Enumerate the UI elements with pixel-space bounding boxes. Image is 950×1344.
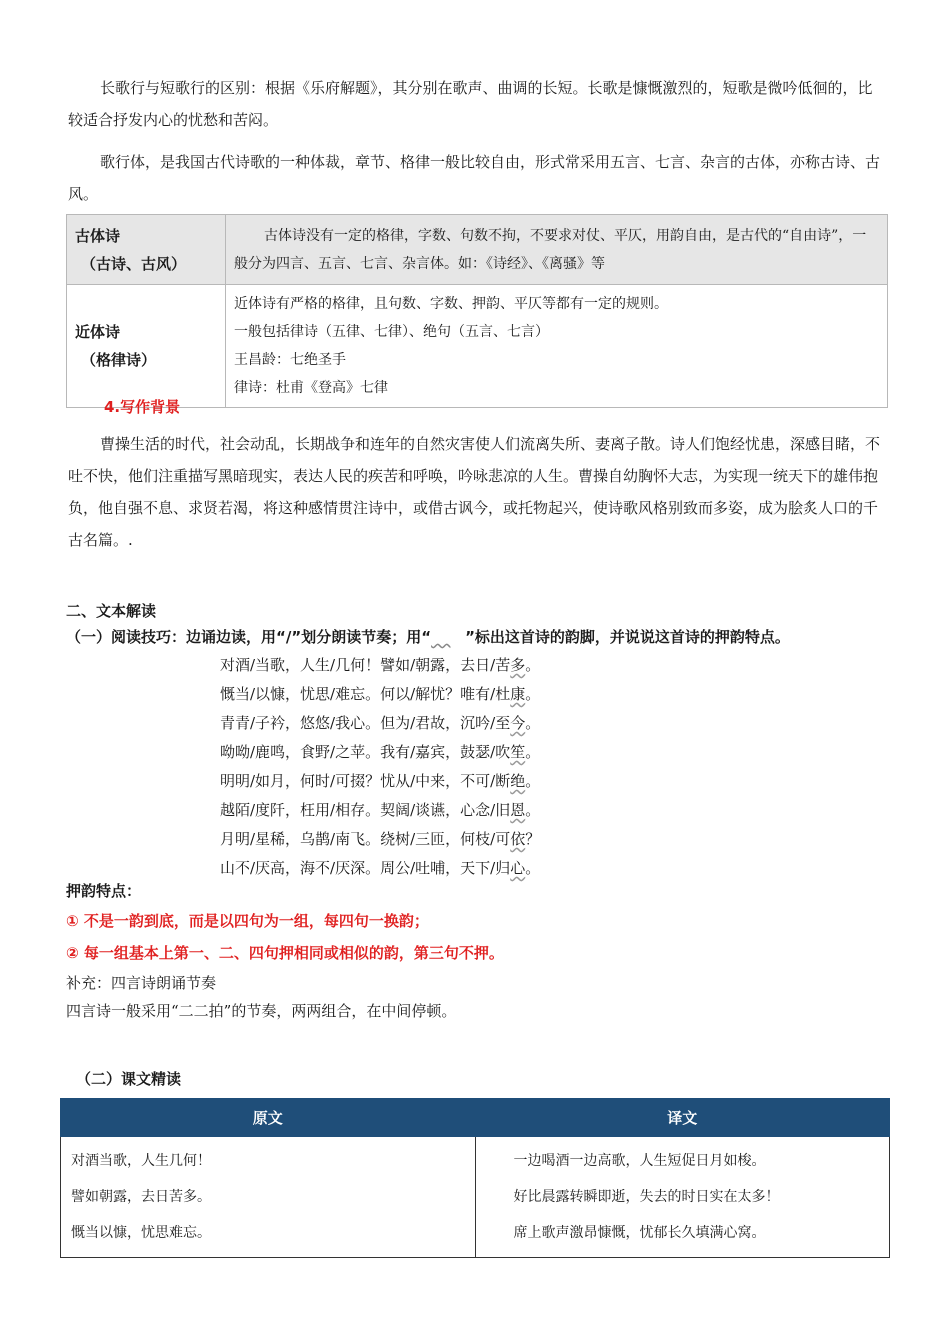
rhyme-point-1: ① 不是一韵到底，而是以四句为一组，每四句一换韵； — [66, 912, 429, 930]
type-label: 古体诗 — [75, 226, 121, 245]
poem-line: 青青/子衿，悠悠/我心。但为/君故，沉吟/至今。 — [220, 714, 541, 732]
table-header-row — [61, 1099, 890, 1137]
background-heading: 4.写作背景 — [104, 398, 181, 416]
wavy-mark-sample — [431, 628, 465, 646]
type-label: 近体诗 — [75, 323, 121, 341]
background-paragraph: 曹操生活的时代，社会动乱，长期战争和连年的自然灾害使人们流离失所、妻离子散。诗人们饱经忧患，深感目睹，不吐不快，他们注重描写黑暗现实，表达人民的疾苦和呼唤，吟咏悲凉的人生。曹操自幼胸怀大志，为实现一统天下的雄伟抱负，他自强不息、求贤若渴，将这种感情贯注诗中，或借古讽今，或托物起兴，使诗歌风格别致而多姿，成为脍炙人口的千古名篇。. — [68, 435, 881, 549]
poem-line: 慨当/以慷，忧思/难忘。何以/解忧？唯有/杜康。 — [220, 685, 541, 703]
description-line: 律诗：杜甫《登高》七律 — [234, 380, 388, 396]
translation-line: 席上歌声激昂慷慨，忧郁长久填满心窝。 — [513, 1225, 766, 1241]
translation-text-cell — [475, 1137, 890, 1258]
intro-paragraph-2: 歌行体，是我国古代诗歌的一种体裁，章节、格律一般比较自由，形式常采用五言、七言、杂言的古体，亦称古诗、古风。 — [68, 153, 881, 203]
rhyme-word: 依 — [510, 830, 526, 848]
table-row — [67, 285, 888, 408]
poem-types-table — [66, 214, 888, 408]
poem-line: 明明/如月，何时/可掇？忧从/中来，不可/断绝。 — [220, 772, 541, 790]
translation-line: 一边喝酒一边高歌，人生短促日月如梭。 — [513, 1153, 766, 1169]
intro-paragraph-1: 长歌行与短歌行的区别：根据《乐府解题》，其分别在歌声、曲调的长短。长歌是慷慨激烈的，短歌是微吟低徊的，比较适合抒发内心的忧愁和苦闷。 — [68, 79, 873, 129]
rhyme-word: 多 — [510, 656, 526, 674]
poem-type-description — [226, 285, 888, 408]
close-reading-table — [60, 1098, 890, 1258]
description-line: 古体诗没有一定的格律，字数、句数不拘，不要求对仗、平仄，用韵自由，是古代的“自由诗”，一般分为四言、五言、七言、杂言体。如：《诗经》、《离骚》等 — [234, 227, 867, 272]
rhyme-word: 心 — [510, 859, 526, 877]
rhyme-word: 今 — [510, 714, 526, 732]
tip-text: ”标出这首诗的韵脚，并说说这首诗的押韵特点。 — [465, 628, 790, 646]
original-line: 慨当以慷，忧思难忘。 — [71, 1225, 211, 1241]
original-line: 对酒当歌，人生几何！ — [71, 1153, 211, 1169]
section-heading: 二、文本解读 — [66, 602, 157, 620]
rhyme-word: 恩 — [510, 801, 526, 819]
poem-text — [220, 651, 540, 883]
table-row — [61, 1137, 890, 1258]
type-alias: （格律诗） — [81, 351, 157, 369]
poem-line: 月明/星稀，乌鹊/南飞。绕树/三匝，何枝/可依？ — [220, 830, 541, 848]
original-text-cell — [61, 1137, 476, 1258]
rhyme-word: 笙 — [510, 743, 526, 761]
description-line: 近体诗有严格的格律，且句数、字数、押韵、平仄等都有一定的规则。 — [234, 296, 668, 312]
translation-line: 好比晨露转瞬即逝，失去的时日实在太多！ — [513, 1189, 780, 1205]
poem-line: 山不/厌高，海不/厌深。周公/吐哺，天下/归心。 — [220, 859, 541, 877]
reading-tip — [66, 626, 790, 647]
original-line: 譬如朝露，去日苦多。 — [71, 1189, 211, 1205]
poem-type-name — [67, 285, 226, 408]
close-reading-heading: （二）课文精读 — [76, 1070, 182, 1088]
rhyme-features-heading: 押韵特点： — [66, 882, 142, 900]
column-header-translation: 译文 — [475, 1099, 890, 1137]
table-row — [67, 215, 888, 285]
description-line: 一般包括律诗（五律、七律）、绝句（五言、七言） — [234, 324, 549, 340]
poem-type-name — [67, 215, 226, 285]
poem-line: 越陌/度阡，枉用/相存。契阔/谈䜩，心念/旧恩。 — [220, 801, 541, 819]
tip-text: （一）阅读技巧：边诵边读，用“/”划分朗读节奏；用“ — [66, 628, 432, 646]
rhyme-word: 康 — [510, 685, 526, 703]
rhyme-point-2: ② 每一组基本上第一、二、四句押相同或相似的韵，第三句不押。 — [66, 944, 504, 962]
column-header-original: 原文 — [61, 1099, 476, 1137]
poem-line: 对酒/当歌，人生/几何！譬如/朝露，去日/苦多。 — [220, 656, 541, 674]
poem-line: 呦呦/鹿鸣，食野/之苹。我有/嘉宾，鼓瑟/吹笙。 — [220, 743, 541, 761]
poem-type-description — [226, 215, 888, 285]
rhyme-word: 绝 — [510, 772, 526, 790]
supplement-title: 补充：四言诗朗诵节奏 — [66, 974, 217, 992]
supplement-text: 四言诗一般采用“二二拍”的节奏，两两组合，在中间停顿。 — [66, 1002, 457, 1020]
description-line: 王昌龄：七绝圣手 — [234, 352, 346, 368]
type-alias: （古诗、古风） — [81, 254, 187, 273]
